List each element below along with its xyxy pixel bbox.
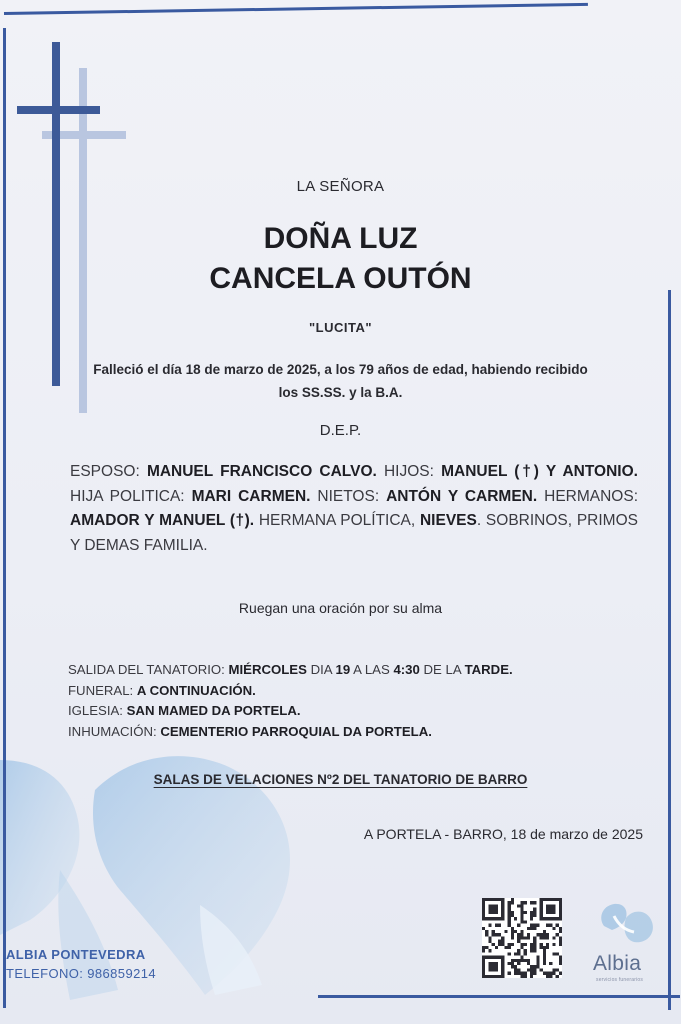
funeral-line bbox=[68, 681, 513, 702]
inhumacion-value: CEMENTERIO PARROQUIAL DA PORTELA. bbox=[160, 723, 432, 739]
family-value: ANTÓN Y CARMEN. bbox=[386, 487, 538, 505]
salida-day: MIÉRCOLES bbox=[228, 662, 307, 677]
family-label: HERMANA POLÍTICA, bbox=[254, 512, 420, 529]
salida-date: 19 bbox=[335, 662, 351, 677]
family-label: HIJA POLITICA: bbox=[70, 487, 192, 505]
deceased-name-line1: DOÑA LUZ bbox=[263, 222, 418, 255]
family-label: ESPOSO: bbox=[70, 463, 147, 480]
salida-line bbox=[68, 660, 513, 681]
salida-text: DE LA bbox=[419, 662, 465, 677]
family-label: . SOBRINOS, PRIMOS Y DEMAS FAMILIA. bbox=[70, 512, 638, 554]
inhumacion-line bbox=[68, 722, 513, 743]
company-phone: TELEFONO: 986859214 bbox=[6, 966, 156, 981]
intro-text: LA SEÑORA bbox=[296, 178, 385, 195]
family-value: AMADOR Y MANUEL (†). bbox=[70, 512, 255, 529]
family-list bbox=[70, 460, 638, 558]
family-label: HERMANOS: bbox=[537, 487, 639, 505]
deceased-name-line2: CANCELA OUTÓN bbox=[209, 262, 472, 295]
death-notice bbox=[0, 358, 681, 404]
salida-period: TARDE. bbox=[464, 662, 513, 677]
death-notice-line1: Falleció el día 18 de marzo de 2025, a los 79 años de edad, habiendo recibido bbox=[93, 362, 588, 377]
family-label: HIJOS: bbox=[376, 463, 442, 480]
logo-wordmark: Albia bbox=[593, 952, 642, 975]
wake-room bbox=[0, 772, 681, 787]
bottom-border-line bbox=[318, 995, 680, 998]
wake-room-text: SALAS DE VELACIONES Nº2 DEL TANATORIO DE BARRO bbox=[153, 772, 528, 787]
family-label: NIETOS: bbox=[310, 487, 387, 505]
salida-time: 4:30 bbox=[393, 662, 420, 677]
family-value: MANUEL FRANCISCO CALVO. bbox=[146, 463, 377, 480]
iglesia-label: IGLESIA: bbox=[68, 703, 127, 718]
place-date: A PORTELA - BARRO, 18 de marzo de 2025 bbox=[363, 826, 643, 842]
funeral-label: FUNERAL: bbox=[68, 682, 137, 698]
family-value: MANUEL (†) Y ANTONIO. bbox=[441, 463, 638, 480]
iglesia-line bbox=[68, 701, 513, 722]
rip-text: D.E.P. bbox=[319, 422, 362, 439]
salida-text: DIA bbox=[306, 662, 336, 677]
family-value: MARI CARMEN. bbox=[191, 487, 311, 505]
funeral-value: A CONTINUACIÓN. bbox=[136, 682, 256, 698]
ceremony-details bbox=[68, 660, 513, 742]
iglesia-value: SAN MAMED DA PORTELA. bbox=[126, 703, 301, 718]
deceased-nickname: "LUCITA" bbox=[308, 320, 373, 335]
death-notice-line2: los SS.SS. y la B.A. bbox=[278, 385, 403, 400]
salida-text: A LAS bbox=[350, 662, 394, 677]
logo-subtitle: servicios funerarios bbox=[596, 977, 644, 983]
inhumacion-label: INHUMACIÓN: bbox=[68, 723, 161, 739]
prayer-text: Ruegan una oración por su alma bbox=[238, 600, 443, 616]
family-value: NIEVES bbox=[419, 512, 477, 529]
qr-code[interactable] bbox=[482, 898, 562, 978]
left-border-line bbox=[3, 28, 6, 1008]
company-name: ALBIA PONTEVEDRA bbox=[6, 947, 146, 962]
salida-label: SALIDA DEL TANATORIO: bbox=[68, 662, 229, 677]
